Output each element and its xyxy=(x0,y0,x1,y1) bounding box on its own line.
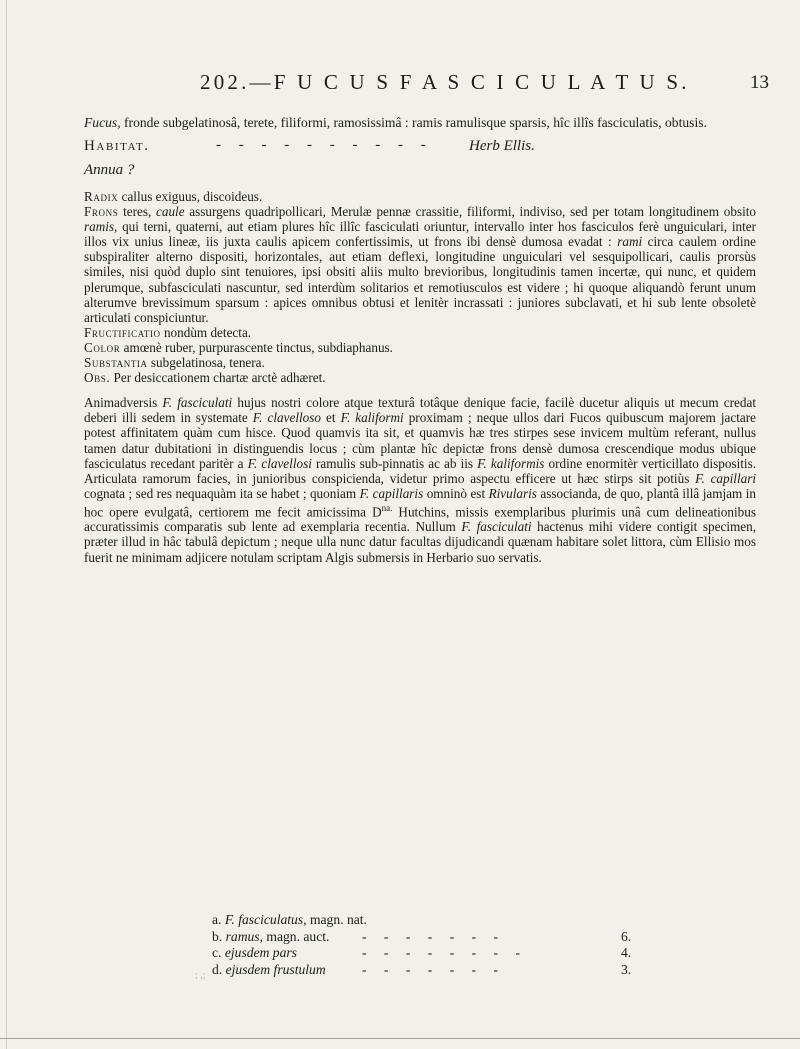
legend-leader-dots: - - - - - - - xyxy=(362,928,506,944)
color-paragraph xyxy=(84,340,756,355)
species-ref: F. fasciculati xyxy=(162,395,233,411)
species-ref: F. clavellosi xyxy=(247,455,312,471)
habitat-line xyxy=(84,138,756,156)
page-body xyxy=(84,114,756,565)
legend-label: ejusdem pars xyxy=(224,945,297,961)
paragraph-text: proximam ; neque ullos dari Fucos quibuscum majorem jactare potest affinitatem quàm cum hisce. Quod quamvis ita sit, et quamvis hæ tres stirpes sese invicem multùm referant, nullus tamen datur dubitationi in distinguendis locus ; cùm plantæ hîc depictæ frons densè dumosa crescendique modus ubique fasciculatus recedant paritèr a xyxy=(84,410,756,471)
legend-number: 3. xyxy=(621,961,632,977)
color-label: Color xyxy=(84,339,121,355)
paragraph-text: Hutchins, missis exemplaribus plurimis unâ cum delineationibus accuratissimis comparatis sub lente ad exemplaria recentia. Nullum xyxy=(84,504,756,535)
paragraph-text: omninò est xyxy=(423,485,489,501)
obs-text: Per desiccationem chartæ arctè adhæret. xyxy=(110,370,326,386)
substantia-text: subgelatinosa, tenera. xyxy=(147,355,265,371)
habitat-source: Herb Ellis. xyxy=(469,138,535,154)
legend-key: b. xyxy=(212,928,223,944)
frons-text: assurgens quadripollicari, Merulæ pennæ crassitie, filiformi, indiviso, sed per totam longitudinem obsito xyxy=(184,204,756,220)
legend-row xyxy=(212,912,642,929)
legend-key: d. xyxy=(212,961,223,977)
legend-magnification: magn. auct. xyxy=(263,928,330,944)
paragraph-text: et xyxy=(320,410,341,426)
species-ref: F. fasciculati xyxy=(461,519,532,535)
fructificatio-label: Fructificatio xyxy=(84,324,161,340)
legend-number: 6. xyxy=(621,928,632,944)
radix-label: Radix xyxy=(84,189,119,204)
frons-text: circa caulem ordine subspiraliter alterno dispositi, horizontales, aut etiam deflexi, longitudine unguiculari vel sesquipollicari, caulis prorsùs similes, nisi quòd duplo sint tenuiores, ipsi obsiti aliis multo brevioribus, longitudinis tamen incertæ, qui nunc, et quidem plerumque, subfasciculati nascuntur, sed interdùm solitarios et remotiusculos est videre ; hi quoque aliquandò ferunt unum alterumve brevissimum sparsum : apices omnibus obtusi et lenitèr incrassati : juniores subclavati, et hi sub lente obsoletè articulati conspiciuntur. xyxy=(84,234,756,325)
species-ref: F. kaliformis xyxy=(477,455,545,471)
legend-key: a. xyxy=(212,912,222,927)
genus-name: Fucus, xyxy=(84,115,121,130)
paragraph-text: cognata ; sed res nequaquàm ita se habet ; quoniam xyxy=(84,485,360,501)
paragraph-text: Animadversis xyxy=(84,395,163,411)
legend-magnification: magn. nat. xyxy=(306,912,367,927)
frons-term: caule xyxy=(156,204,185,220)
paragraph-text: hujus nostri colore atque texturâ totâque denique facie, facilè ducetur aliquis ut mecum credat deberi illi sedem in systemate xyxy=(84,395,756,426)
frons-term: rami xyxy=(617,234,643,250)
page-bottom-rule xyxy=(0,1038,800,1039)
legend-label: ejusdem frustulum xyxy=(225,961,326,977)
substantia-label: Substantia xyxy=(84,355,148,371)
species-ref: F. capillari xyxy=(695,470,756,486)
fructificatio-text: nondùm detecta. xyxy=(160,324,252,340)
frons-text: teres, xyxy=(118,204,156,220)
page-title: 202.—F U C U S F A S C I C U L A T U S. xyxy=(200,70,690,94)
obs-paragraph xyxy=(84,370,756,385)
frons-text: qui terni, quaterni, aut etiam plures hîc illîc fasciculati oriuntur, intervallo inter hos fasciculos ferè unguiculari, inter illos vix unius lineæ, iis juxta caulis apicem confertissimis, ut frons ibi densè dumosa evadat : xyxy=(84,219,756,250)
page-header xyxy=(0,70,800,94)
habitat-leader-dots: - - - - - - - - - - xyxy=(216,137,433,153)
paragraph-text: ordine enormitèr verticillato dispositis. Articulata ramorum facies, in junioribus conspicienda, videtur primo aspectu efficere ut hæc stirps sit potiùs xyxy=(84,455,757,486)
annua-note: Annua ? xyxy=(84,162,135,178)
species-ref: F. kaliformi xyxy=(340,410,404,426)
page-number: 13 xyxy=(750,72,769,93)
paragraph-text: hactenus mihi videre contigit specimen, præter illud in hâc tabulâ depictum ; neque ulla nunc datur facultas dijudicandi quænam habitare solet littora, cùm Ellisio mos fuerit ne minimam adjicere notulam scriptam Algis submersis in Herbario suo servatis. xyxy=(84,519,757,565)
paragraph-text: associanda, de quo, plantâ illâ jamjam in hoc opere evulgatâ, certiorem me fecit amicissima D xyxy=(84,485,756,520)
legend-label: ramus, xyxy=(225,928,263,944)
legend-key: c. xyxy=(212,945,222,961)
fructificatio-paragraph xyxy=(84,325,756,340)
figure-legend xyxy=(212,912,642,978)
radix-text: callus exiguus, discoideus. xyxy=(118,189,263,204)
legend-number: 4. xyxy=(621,945,632,961)
page-edge xyxy=(6,0,7,1049)
legend-row xyxy=(212,929,642,946)
animadversis-paragraph xyxy=(84,395,756,564)
habitat-label: Habitat. xyxy=(84,138,150,154)
legend-label: F. fasciculatus, xyxy=(224,912,307,927)
radix-paragraph xyxy=(84,189,756,204)
margin-mark: ; ,; xyxy=(195,970,206,981)
species-ref: F. clavelloso xyxy=(252,410,321,426)
species-diagnosis xyxy=(84,114,756,132)
legend-row xyxy=(212,945,642,962)
species-ref: Rivularis xyxy=(488,485,537,501)
frons-paragraph xyxy=(84,204,756,325)
substantia-paragraph xyxy=(84,355,756,370)
legend-leader-dots: - - - - - - - xyxy=(362,961,506,977)
obs-label: Obs. xyxy=(84,370,111,386)
frons-label: Frons xyxy=(84,204,119,220)
color-text: amœnè ruber, purpurascente tinctus, subdiaphanus. xyxy=(120,339,393,355)
paragraph-text: ramulis sub-pinnatis ac ab iis xyxy=(311,455,478,471)
frons-term: ramis, xyxy=(84,219,118,235)
superscript: na. xyxy=(381,502,393,513)
diagnosis-text: fronde subgelatinosâ, terete, filiformi, ramosissimâ : ramis ramulisque sparsis, hîc illîs fasciculatis, obtusis. xyxy=(120,115,707,130)
legend-leader-dots: - - - - - - - - xyxy=(362,945,528,961)
species-ref: F. capillaris xyxy=(359,485,424,501)
legend-row xyxy=(212,962,642,979)
